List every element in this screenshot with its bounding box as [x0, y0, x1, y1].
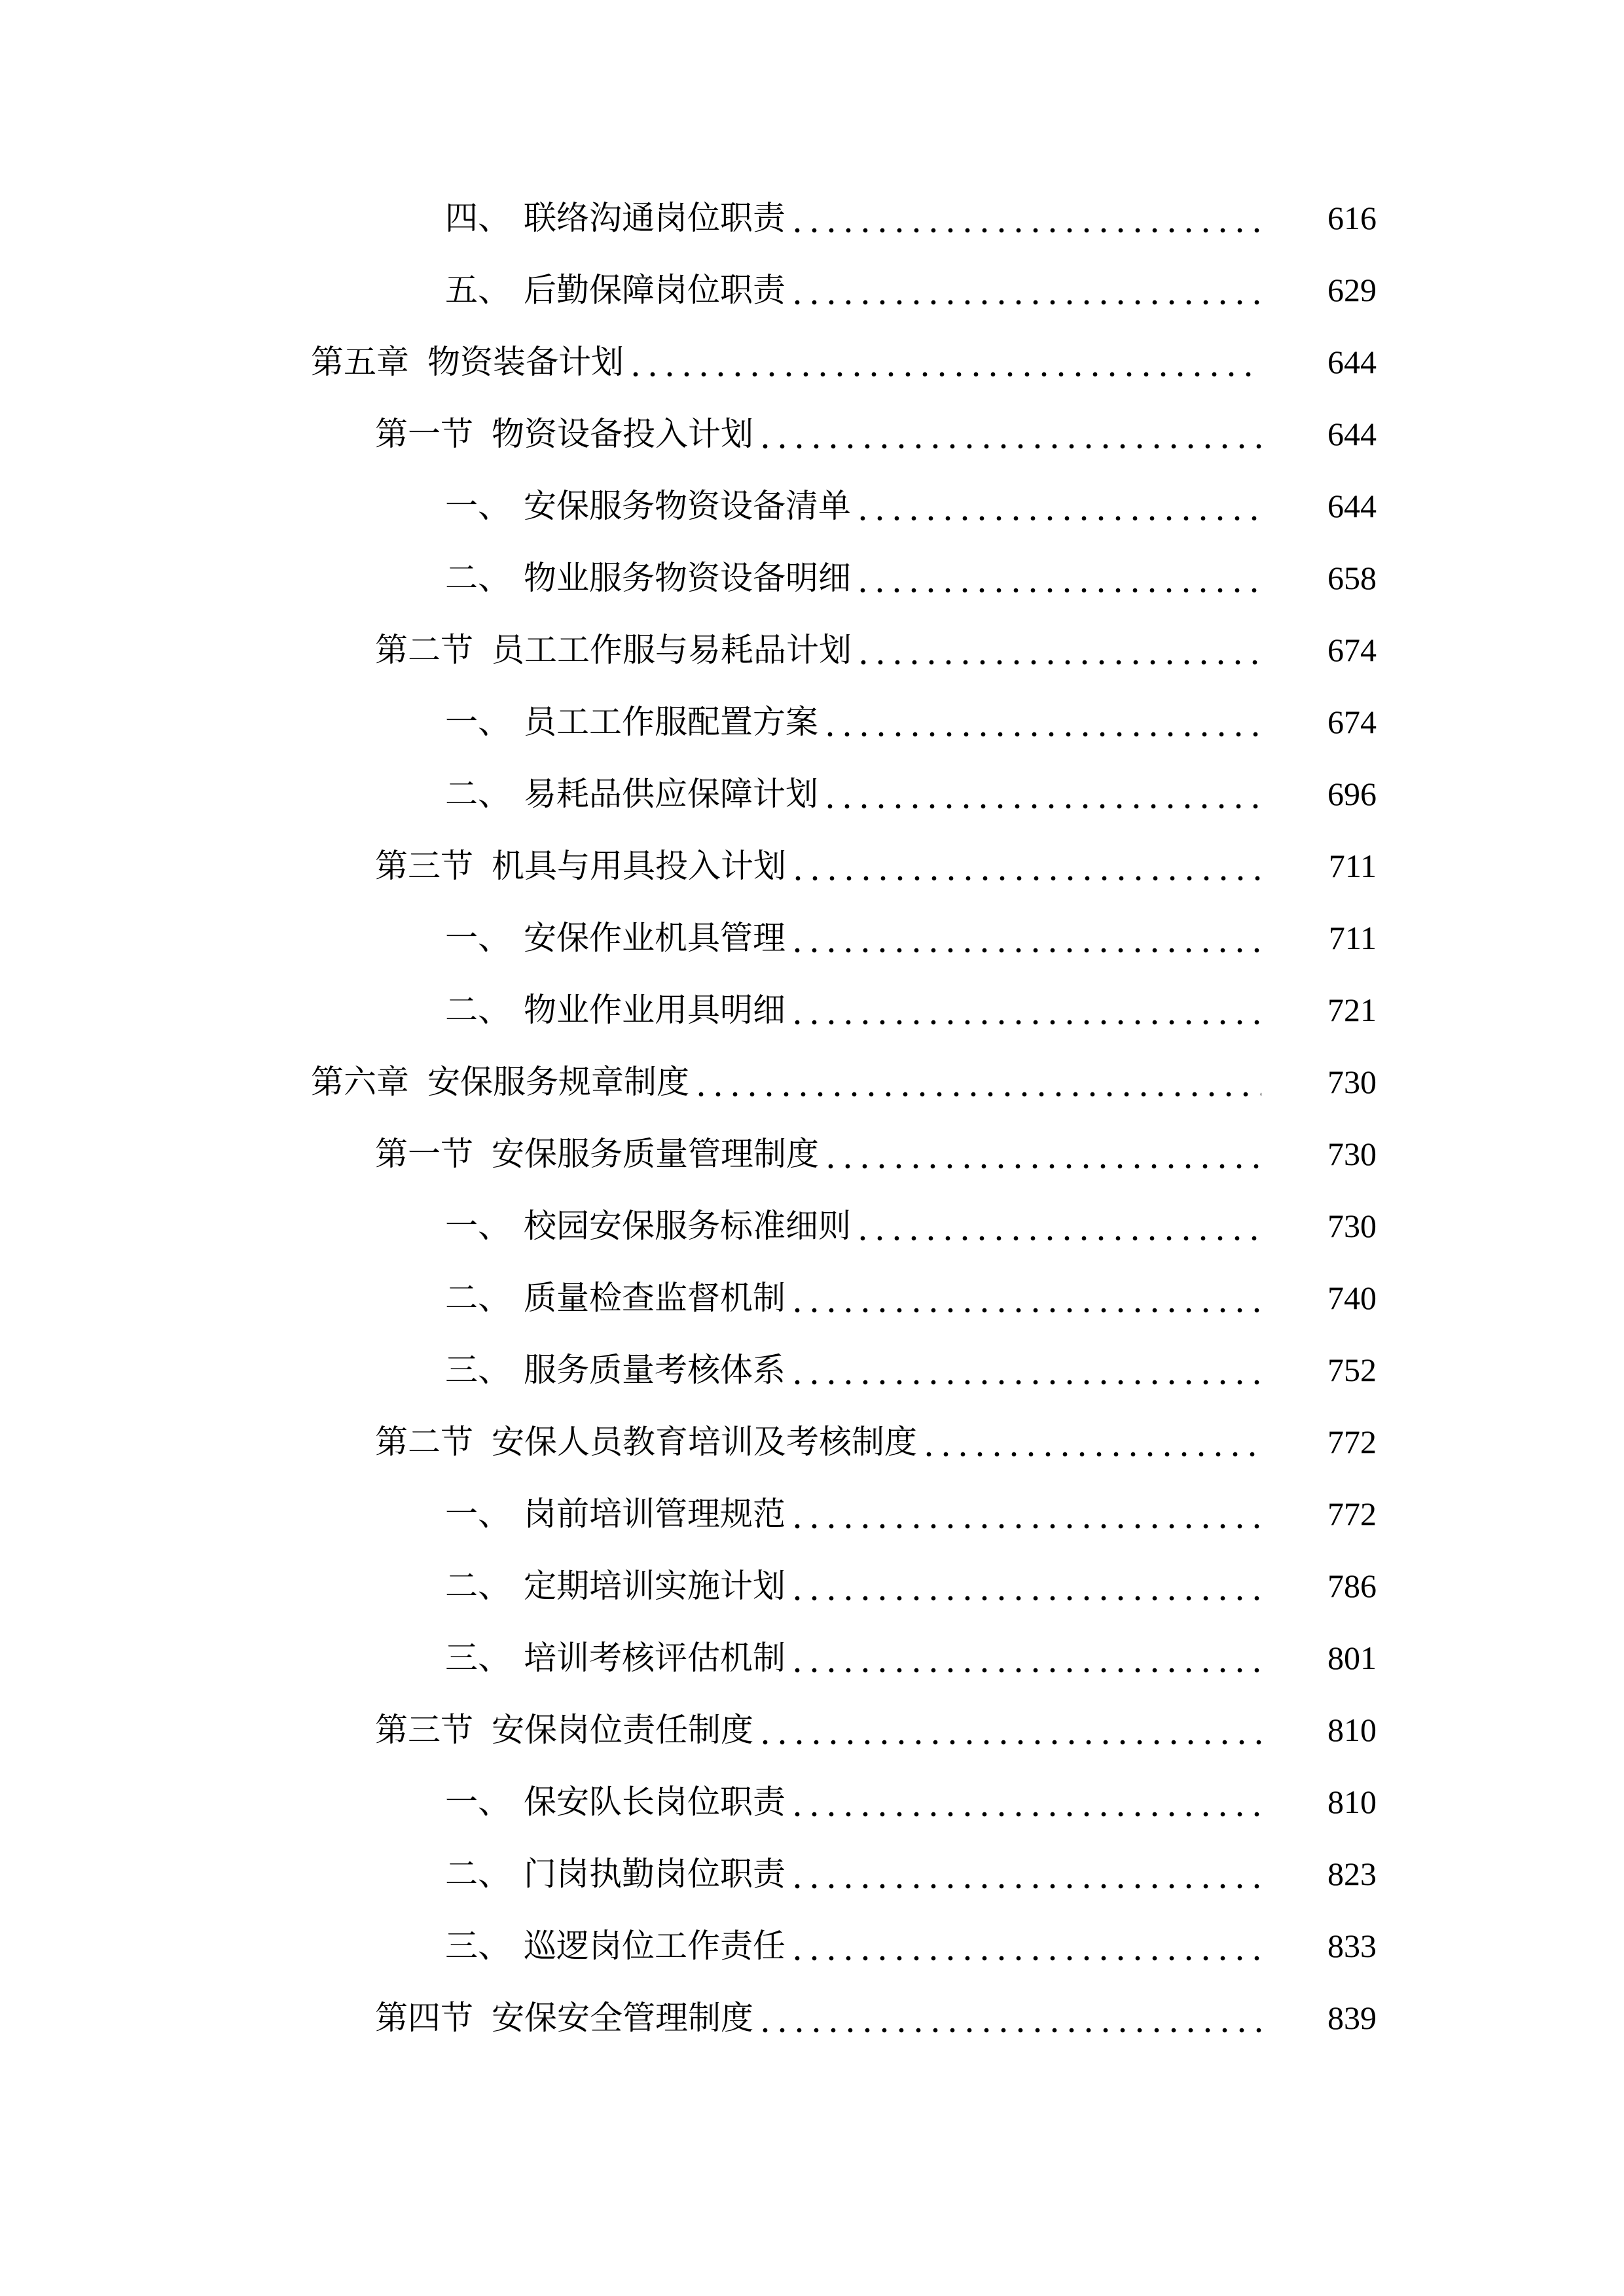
entry-page: 644 [1327, 488, 1377, 524]
dot-leader [763, 444, 1261, 449]
entry-page: 711 [1328, 848, 1377, 884]
dot-leader [763, 2028, 1261, 2033]
toc-entry[interactable] [0, 1550, 1377, 1622]
entry-number: 五、 [445, 272, 511, 308]
entry-number: 一、 [445, 1784, 511, 1820]
entry-page: 674 [1327, 704, 1377, 740]
entry-title: 安保服务物资设备清单 [524, 488, 851, 524]
toc-entry[interactable] [0, 1334, 1377, 1406]
entry-number: 一、 [445, 488, 511, 524]
entry-title: 岗前培训管理规范 [524, 1496, 785, 1532]
entry-title: 安保人员教育培训及考核制度 [492, 1424, 917, 1460]
dot-leader [795, 1812, 1261, 1817]
dot-leader [795, 1020, 1261, 1025]
entry-number: 一、 [445, 1208, 511, 1244]
dot-leader [698, 1092, 1261, 1097]
entry-number: 二、 [445, 560, 511, 596]
entry-number: 二、 [445, 1856, 511, 1892]
dot-leader [795, 300, 1261, 305]
entry-page: 730 [1327, 1208, 1377, 1244]
entry-title: 员工工作服与易耗品计划 [492, 632, 852, 668]
entry-title: 安保岗位责任制度 [492, 1712, 753, 1748]
entry-title: 安保服务质量管理制度 [492, 1136, 819, 1172]
entry-number: 第三节 [375, 848, 473, 884]
toc-entry[interactable] [0, 1622, 1377, 1694]
entry-title: 安保服务规章制度 [427, 1064, 689, 1100]
entry-number: 三、 [445, 1928, 511, 1964]
entry-title: 安保作业机具管理 [524, 920, 785, 956]
dot-leader [795, 228, 1261, 233]
entry-page: 833 [1327, 1928, 1377, 1964]
entry-page: 810 [1327, 1784, 1377, 1820]
dot-leader [795, 1668, 1261, 1673]
entry-page: 644 [1327, 344, 1377, 380]
toc-entry[interactable] [0, 758, 1377, 830]
toc-entry[interactable] [0, 686, 1377, 758]
toc-entry[interactable] [0, 614, 1377, 686]
dot-leader [926, 1452, 1261, 1457]
entry-title: 物资装备计划 [427, 344, 624, 380]
toc-entry[interactable] [0, 830, 1377, 902]
entry-title: 机具与用具投入计划 [492, 848, 786, 884]
toc-entry[interactable] [0, 902, 1377, 974]
toc-entry[interactable] [0, 182, 1377, 254]
entry-title: 联络沟通岗位职责 [524, 200, 785, 236]
dot-leader [795, 876, 1261, 881]
entry-page: 696 [1327, 776, 1377, 812]
entry-number: 二、 [445, 776, 511, 812]
toc-entry[interactable] [0, 542, 1377, 614]
entry-number: 第一节 [375, 416, 473, 452]
entry-title: 校园安保服务标准细则 [524, 1208, 851, 1244]
toc-entry[interactable] [0, 1406, 1377, 1478]
dot-leader [763, 1740, 1261, 1745]
entry-page: 711 [1328, 920, 1377, 956]
toc-entry[interactable] [0, 1694, 1377, 1766]
dot-leader [795, 1380, 1261, 1385]
toc-entry[interactable] [0, 1190, 1377, 1262]
entry-page: 730 [1327, 1136, 1377, 1172]
entry-title: 安保安全管理制度 [492, 2000, 753, 2036]
toc-entry[interactable] [0, 1118, 1377, 1190]
table-of-contents [0, 182, 1624, 2054]
dot-leader [795, 948, 1261, 953]
entry-number: 三、 [445, 1640, 511, 1676]
entry-page: 674 [1327, 632, 1377, 668]
entry-page: 801 [1327, 1640, 1377, 1676]
entry-number: 二、 [445, 1568, 511, 1604]
toc-entry[interactable] [0, 1046, 1377, 1118]
entry-number: 二、 [445, 992, 511, 1028]
entry-number: 第四节 [375, 2000, 473, 2036]
dot-leader [828, 1164, 1261, 1169]
dot-leader [860, 1236, 1261, 1241]
entry-number: 第二节 [375, 632, 473, 668]
dot-leader [827, 732, 1261, 737]
entry-page: 644 [1327, 416, 1377, 452]
toc-entry[interactable] [0, 1478, 1377, 1550]
entry-number: 一、 [445, 1496, 511, 1532]
entry-title: 定期培训实施计划 [524, 1568, 785, 1604]
entry-number: 第六章 [311, 1064, 409, 1100]
dot-leader [795, 1308, 1261, 1313]
dot-leader [860, 516, 1261, 521]
entry-title: 物业服务物资设备明细 [524, 560, 851, 596]
dot-leader [633, 372, 1261, 377]
toc-entry[interactable] [0, 1838, 1377, 1910]
entry-page: 839 [1327, 2000, 1377, 2036]
toc-entry[interactable] [0, 326, 1377, 398]
entry-page: 772 [1327, 1496, 1377, 1532]
entry-page: 810 [1327, 1712, 1377, 1748]
entry-title: 物业作业用具明细 [524, 992, 785, 1028]
entry-title: 巡逻岗位工作责任 [524, 1928, 785, 1964]
entry-number: 第二节 [375, 1424, 473, 1460]
entry-title: 后勤保障岗位职责 [524, 272, 785, 308]
entry-title: 物资设备投入计划 [492, 416, 753, 452]
entry-page: 786 [1327, 1568, 1377, 1604]
entry-number: 第一节 [375, 1136, 473, 1172]
toc-entry[interactable] [0, 974, 1377, 1046]
entry-title: 门岗执勤岗位职责 [524, 1856, 785, 1892]
dot-leader [795, 1524, 1261, 1529]
dot-leader [860, 588, 1261, 593]
toc-entry[interactable] [0, 1982, 1377, 2054]
entry-page: 629 [1327, 272, 1377, 308]
toc-entry[interactable] [0, 254, 1377, 326]
entry-number: 二、 [445, 1280, 511, 1316]
dot-leader [795, 1884, 1261, 1889]
entry-number: 三、 [445, 1352, 511, 1388]
dot-leader [795, 1956, 1261, 1961]
dot-leader [795, 1596, 1261, 1601]
toc-entry[interactable] [0, 1262, 1377, 1334]
dot-leader [861, 660, 1261, 665]
entry-page: 823 [1327, 1856, 1377, 1892]
dot-leader [827, 804, 1261, 809]
entry-number: 一、 [445, 704, 511, 740]
toc-entry[interactable] [0, 470, 1377, 542]
entry-number: 第三节 [375, 1712, 473, 1748]
entry-page: 740 [1327, 1280, 1377, 1316]
entry-page: 658 [1327, 560, 1377, 596]
entry-number: 一、 [445, 920, 511, 956]
toc-entry[interactable] [0, 398, 1377, 470]
entry-title: 保安队长岗位职责 [524, 1784, 785, 1820]
entry-number: 四、 [445, 200, 511, 236]
entry-number: 第五章 [311, 344, 409, 380]
entry-title: 质量检查监督机制 [524, 1280, 785, 1316]
toc-entry[interactable] [0, 1766, 1377, 1838]
entry-title: 易耗品供应保障计划 [524, 776, 818, 812]
entry-page: 772 [1327, 1424, 1377, 1460]
entry-page: 752 [1327, 1352, 1377, 1388]
entry-title: 员工工作服配置方案 [524, 704, 818, 740]
entry-title: 服务质量考核体系 [524, 1352, 785, 1388]
entry-page: 721 [1327, 992, 1377, 1028]
entry-page: 616 [1327, 200, 1377, 236]
entry-page: 730 [1327, 1064, 1377, 1100]
entry-title: 培训考核评估机制 [524, 1640, 785, 1676]
toc-entry[interactable] [0, 1910, 1377, 1982]
